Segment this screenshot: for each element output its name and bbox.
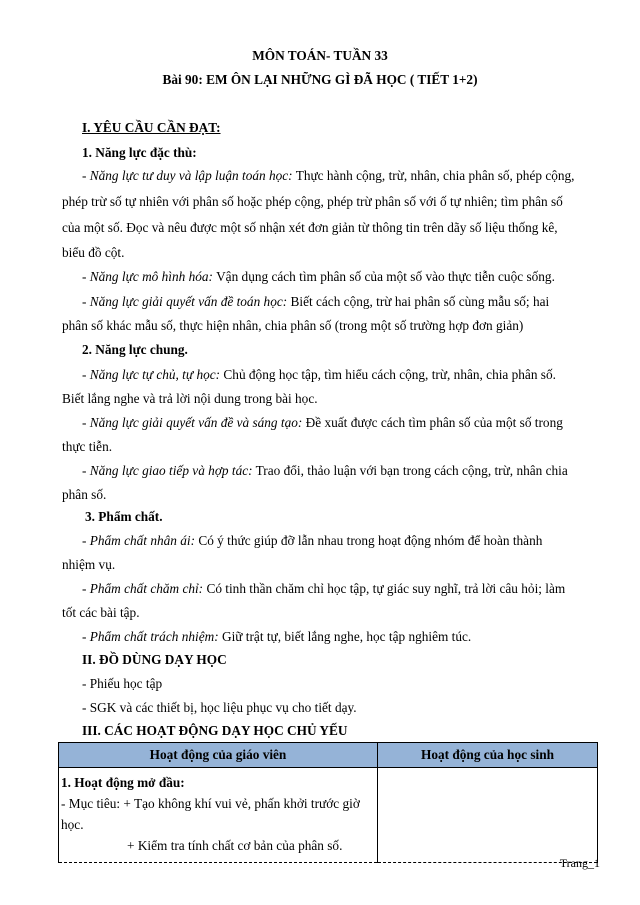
text: Biết cách cộng, trừ hai phân số cùng mẫu số; hai [290, 294, 550, 309]
text: Đề xuất được cách tìm phân số của một số trong [305, 415, 563, 430]
subject-title: MÔN TOÁN- TUẦN 33 [252, 48, 388, 63]
paragraph-line [62, 414, 602, 431]
paragraph-line: Biết lắng nghe và trả lời nội dung trong bài học. [62, 391, 318, 406]
label: - Năng lực giải quyết vấn đề và sáng tạo: [82, 415, 303, 430]
paragraph-line: tốt các bài tập. [62, 605, 140, 620]
paragraph-line: biểu đồ cột. [62, 245, 125, 260]
student-cell [378, 768, 598, 863]
label: - Năng lực giao tiếp và hợp tác: [82, 463, 253, 478]
label: - Phẩm chất chăm chỉ: [82, 581, 204, 596]
text: Có tinh thần chăm chỉ học tập, tự giác suy nghĩ, trả lời câu hỏi; làm [206, 581, 566, 596]
activity-title: 1. Hoạt động mở đầu: [61, 775, 185, 790]
page-number: Trang_1 [559, 856, 600, 870]
text: Giữ trật tự, biết lắng nghe, học tập nghiêm túc. [221, 629, 472, 644]
text: Vận dụng cách tìm phân số của một số vào thực tiễn cuộc sống. [216, 269, 555, 284]
label: - Năng lực mô hình hóa: [82, 269, 213, 284]
list-item: - Phiếu học tập [82, 676, 163, 691]
paragraph-line [62, 462, 602, 479]
table-row [59, 768, 598, 863]
column-header-student: Hoạt động của học sinh [378, 743, 598, 768]
paragraph-line [62, 293, 602, 310]
label: - Phẩm chất nhân ái: [82, 533, 196, 548]
section-3-heading: III. CÁC HOẠT ĐỘNG DẠY HỌC CHỦ YẾU [82, 723, 348, 738]
text: Trao đổi, thảo luận với bạn trong cách cộng, trừ, nhân chia [255, 463, 568, 478]
paragraph-line [62, 628, 602, 645]
paragraph-line: phân số. [62, 487, 107, 502]
paragraph-line [62, 366, 602, 383]
paragraph-line [62, 532, 602, 549]
text: Thực hành cộng, trừ, nhân, chia phân số, phép cộng, [295, 168, 575, 183]
paragraph-line [62, 268, 602, 285]
lesson-title: Bài 90: EM ÔN LẠI NHỮNG GÌ ĐÃ HỌC ( TIẾT 1+2) [162, 72, 478, 87]
paragraph-line: thực tiễn. [62, 439, 113, 454]
table-header-row [59, 743, 598, 768]
column-header-teacher: Hoạt động của giáo viên [59, 743, 378, 768]
teacher-cell [59, 768, 378, 863]
label: - Năng lực tự chủ, tự học: [82, 367, 221, 382]
subsection-2-heading: 2. Năng lực chung. [82, 342, 188, 357]
paragraph-line: nhiệm vụ. [62, 557, 116, 572]
section-1-heading: I. YÊU CẦU CẦN ĐẠT: [82, 120, 221, 135]
label: - Năng lực giải quyết vấn đề toán học: [82, 294, 288, 309]
text: Có ý thức giúp đỡ lẫn nhau trong hoạt động nhóm để hoàn thành [198, 533, 543, 548]
paragraph-line: phép trừ số tự nhiên với phân số hoặc phép cộng, phép trừ phân số với ố tự nhiên; tìm phân số [62, 194, 563, 209]
paragraph-line: của một số. Đọc và nêu được một số nhận xét đơn giản từ thông tin trên dãy số liệu thống kê, [62, 220, 558, 235]
paragraph-line: phân số khác mẫu số, thực hiện nhân, chia phân số (trong một số trường hợp đơn giản) [62, 318, 524, 333]
section-2-heading: II. ĐỒ DÙNG DẠY HỌC [82, 652, 227, 667]
objective-line: - Mục tiêu: + Tạo không khí vui vẻ, phấn khởi trước giờ học. [61, 796, 360, 832]
label: - Phẩm chất trách nhiệm: [82, 629, 219, 644]
objective-line: + Kiểm tra tính chất cơ bản của phân số. [127, 838, 343, 853]
subsection-3-heading: 3. Phẩm chất. [85, 509, 163, 524]
subsection-1-heading: 1. Năng lực đặc thù: [82, 145, 197, 160]
list-item: - SGK và các thiết bị, học liệu phục vụ cho tiết dạy. [82, 700, 357, 715]
text: Chủ động học tập, tìm hiểu cách cộng, trừ, nhân, chia phân số. [223, 367, 556, 382]
paragraph-line [62, 167, 602, 184]
paragraph-line [62, 580, 602, 597]
label: - Năng lực tư duy và lập luận toán học: [82, 168, 293, 183]
activity-table [58, 742, 598, 863]
